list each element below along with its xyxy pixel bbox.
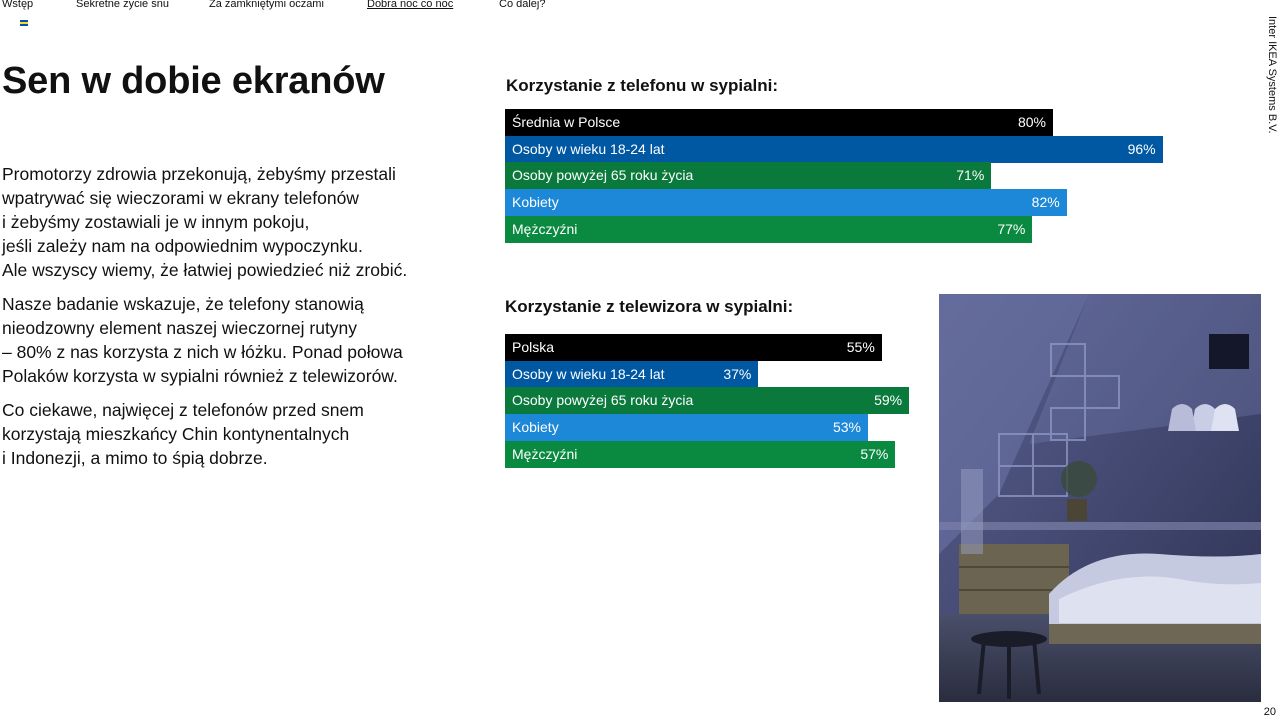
nav-item-co-dalej[interactable]: Co dalej? [499,0,546,10]
paragraph-intro: Promotorzy zdrowia przekonują, żebyśmy przestali wpatrywać się wieczorami w ekrany telefonów i żebyśmy zostawiali je w innym pokoju, jeśli zależy nam na odpowiednim wypoczynku. Ale wszyscy wiemy, że łatwiej powiedzieć niż zrobić. [2,164,408,280]
language-flag-icon[interactable] [20,20,28,26]
bar-value-label: 82% [1031,194,1060,211]
bar-tv-0 [505,334,882,361]
page-title: Sen w dobie ekranów [2,60,385,102]
bar-value-label: 37% [723,365,752,382]
bar-label: Kobiety [512,194,559,211]
nav-item-dobra-noc-co-noc[interactable]: Dobra noc co noc [367,0,454,10]
page-number: 20 [1263,706,1276,718]
phone-chart-title: Korzystanie z telefonu w sypialni: [506,76,779,95]
bar-label: Osoby w wieku 18-24 lat [512,365,665,382]
tv-chart-title: Korzystanie z telewizora w sypialni: [505,297,794,316]
flag-stripe-bottom [20,24,28,26]
bar-label: Kobiety [512,419,559,436]
bar-value-label: 55% [846,339,875,355]
bar-tv-4 [505,441,895,468]
nav-item-za-zamknietymi-oczami[interactable]: Za zamkniętymi oczami [209,0,324,10]
bar-value-label: 59% [874,392,903,409]
tv-usage-chart [505,334,925,469]
bar-value-label: 57% [860,445,889,462]
nav-item-sekretne-zycie-snu[interactable]: Sekretne życie snu [76,0,169,10]
bar-value-label: 71% [956,167,985,184]
bar-tv-2 [505,387,909,414]
body-text [2,162,432,480]
bar-label: Osoby powyżej 65 roku życia [512,167,694,184]
paragraph-trivia: Co ciekawe, najwięcej z telefonów przed snem korzystają mieszkańcy Chin kontynentalnych i Indonezji, a mimo to śpią dobrze. [2,400,364,468]
bar-tv-3 [505,414,868,441]
bar-phone-0 [505,109,1053,136]
bar-label: Mężczyźni [512,220,578,237]
copyright-label: Inter IKEA Systems B.V. [1266,16,1278,134]
bar-value-label: 77% [997,220,1026,237]
bar-label: Polska [512,339,555,355]
phone-usage-chart [505,109,1205,244]
bar-label: Osoby powyżej 65 roku życia [512,392,694,409]
nav-item-wstep[interactable]: Wstęp [2,0,34,10]
bar-label: Mężczyźni [512,445,578,462]
bar-label: Średnia w Polsce [512,114,621,130]
bar-value-label: 53% [832,419,861,436]
bedroom-photo [939,294,1261,702]
bar-phone-1 [505,136,1163,163]
paragraph-research: Nasze badanie wskazuje, że telefony stanowią nieodzowny element naszej wieczornej rutyny – 80% z nas korzysta z nich w łóżku. Ponad połowa Polaków korzysta w sypialni również z telewizorów. [2,294,403,386]
bar-value-label: 96% [1127,140,1156,157]
bar-label: Osoby w wieku 18-24 lat [512,140,665,157]
bar-phone-4 [505,216,1032,243]
bar-phone-2 [505,162,991,189]
bar-value-label: 80% [1017,114,1046,130]
bar-phone-3 [505,189,1067,216]
bar-tv-1 [505,361,758,388]
bedroom-photo-illustration [939,294,1261,702]
